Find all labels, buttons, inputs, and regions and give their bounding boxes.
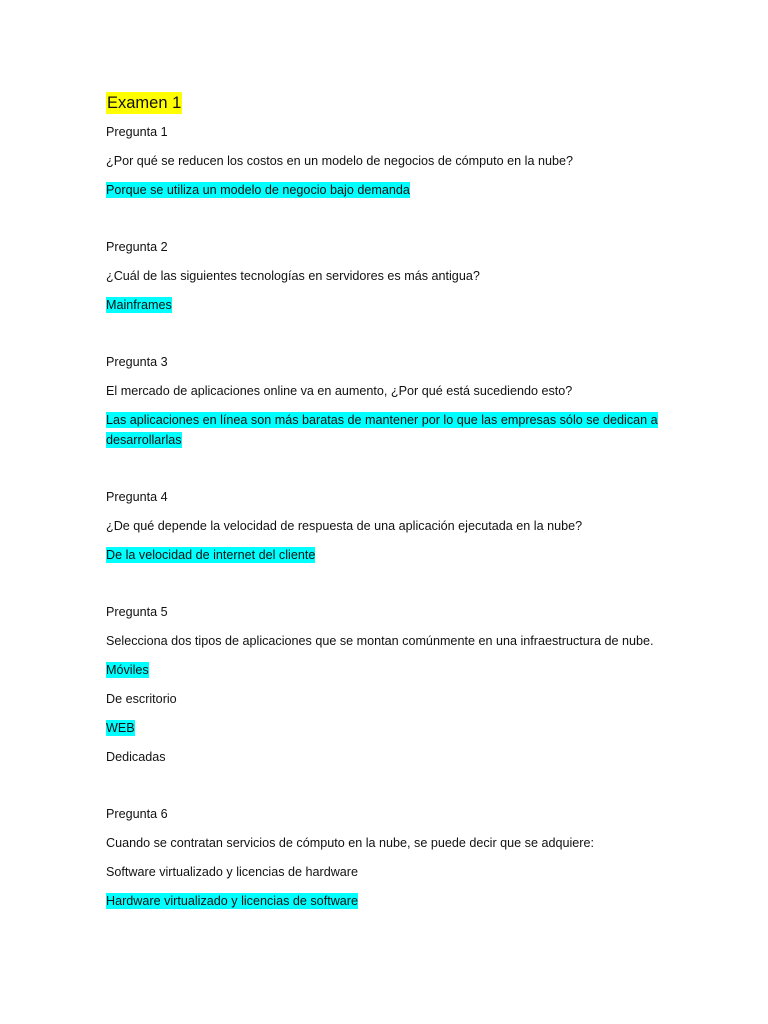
question-label: Pregunta 1 <box>106 125 168 139</box>
question-label: Pregunta 5 <box>106 605 168 619</box>
question-text: Selecciona dos tipos de aplicaciones que se montan comúnmente en una infraestructura de nube. <box>106 634 654 648</box>
question-block <box>106 602 666 767</box>
question-spacer <box>106 459 666 487</box>
answer-option <box>106 862 666 882</box>
answer-option-text: Móviles <box>106 663 149 677</box>
exam-title: Examen 1 <box>107 94 182 112</box>
question-label: Pregunta 6 <box>106 807 168 821</box>
question-text: Cuando se contratan servicios de cómputo en la nube, se puede decir que se adquiere: <box>106 836 594 850</box>
answer-option-highlighted <box>106 410 666 450</box>
question-block <box>106 804 666 911</box>
question-block <box>106 487 666 565</box>
answer-option-text: Software virtualizado y licencias de hardware <box>106 865 358 879</box>
question-text: ¿Por qué se reducen los costos en un modelo de negocios de cómputo en la nube? <box>106 154 573 168</box>
answer-option-text: De escritorio <box>106 692 177 706</box>
question-label: Pregunta 2 <box>106 240 168 254</box>
answer-option-highlighted <box>106 718 666 738</box>
question-text: El mercado de aplicaciones online va en aumento, ¿Por qué está sucediendo esto? <box>106 384 573 398</box>
answer-option <box>106 747 666 767</box>
question-spacer <box>106 324 666 352</box>
answer-option-highlighted <box>106 545 666 565</box>
question-block <box>106 122 666 200</box>
questions-list <box>106 122 666 911</box>
question-label: Pregunta 3 <box>106 355 168 369</box>
answer-option-highlighted <box>106 295 666 315</box>
question-text: ¿Cuál de las siguientes tecnologías en servidores es más antigua? <box>106 269 480 283</box>
answer-option-text: De la velocidad de internet del cliente <box>106 548 316 562</box>
question-text: ¿De qué depende la velocidad de respuesta de una aplicación ejecutada en la nube? <box>106 519 583 533</box>
answer-option-text: WEB <box>106 721 135 735</box>
question-spacer <box>106 776 666 804</box>
answer-option-text: Hardware virtualizado y licencias de software <box>106 894 358 908</box>
answer-option <box>106 689 666 709</box>
question-label: Pregunta 4 <box>106 490 168 504</box>
answer-option-highlighted <box>106 180 666 200</box>
question-spacer <box>106 209 666 237</box>
question-spacer <box>106 574 666 602</box>
question-block <box>106 237 666 315</box>
answer-option-highlighted <box>106 891 666 911</box>
question-block <box>106 352 666 450</box>
answer-option-highlighted <box>106 660 666 680</box>
answer-option-text: Dedicadas <box>106 750 166 764</box>
answer-option-text: Mainframes <box>106 298 172 312</box>
answer-option-text: Las aplicaciones en línea son más baratas de mantener por lo que las empresas sólo se dedican a desarrollarlas <box>106 413 658 447</box>
document-content <box>106 92 666 920</box>
answer-option-text: Porque se utiliza un modelo de negocio bajo demanda <box>106 183 410 197</box>
